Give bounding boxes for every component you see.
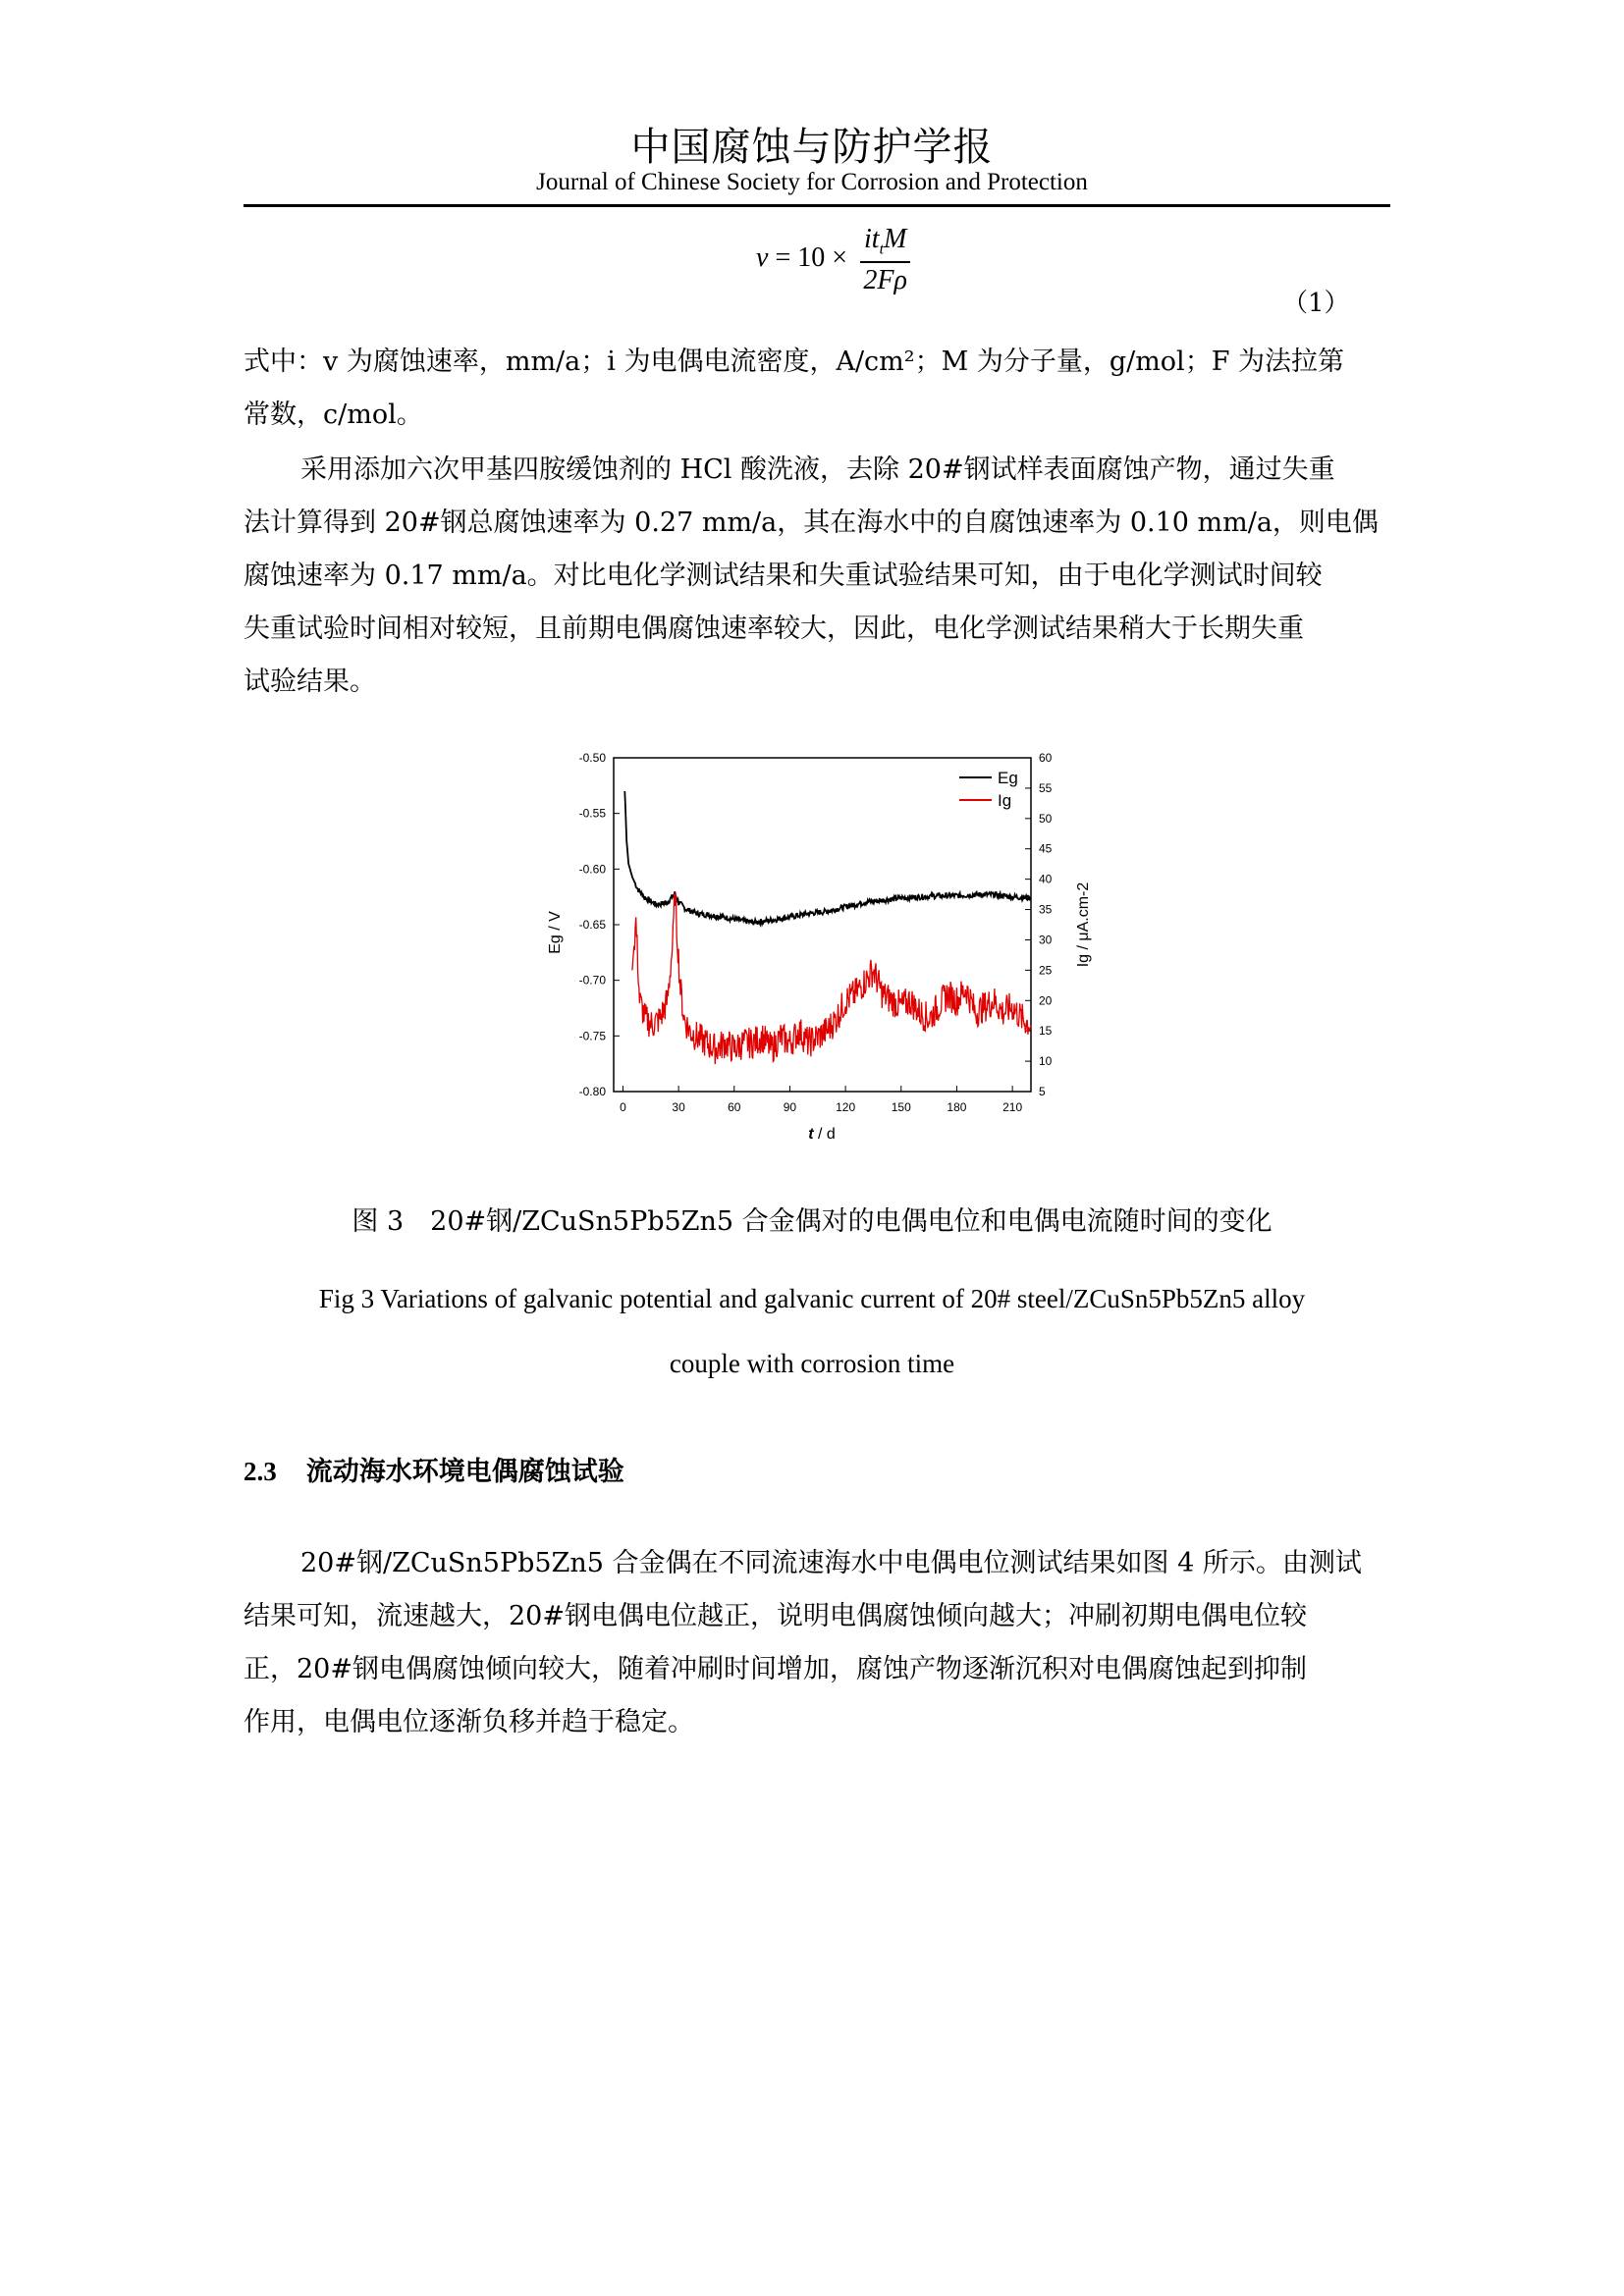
text-line: 常数，c/mol。 xyxy=(244,400,423,430)
text-line: 20#钢/ZCuSn5Pb5Zn5 合金偶在不同流速海水中电偶电位测试结果如图 4 所示。由测试 xyxy=(300,1548,1362,1578)
x-tick-label: 120 xyxy=(836,1100,856,1114)
numerator-tail: M xyxy=(884,224,907,254)
y-right-tick-label: 35 xyxy=(1039,902,1053,917)
x-tick-label: 60 xyxy=(728,1100,741,1114)
x-tick-label: 90 xyxy=(783,1100,797,1114)
x-tick-label: 180 xyxy=(947,1100,967,1114)
formula-denominator: 2Fρ xyxy=(863,264,907,295)
x-label-unit: / d xyxy=(813,1126,836,1143)
y-right-tick-label: 25 xyxy=(1039,963,1053,978)
y-right-tick-label: 55 xyxy=(1039,780,1053,795)
figure-caption-cn: 图 3 20#钢/ZCuSn5Pb5Zn5 合金偶对的电偶电位和电偶电流随时间的变化 xyxy=(352,1206,1272,1237)
section-heading xyxy=(244,1450,624,1488)
numerator-sub: t xyxy=(879,240,885,258)
figure-caption-en-1: Fig 3 Variations of galvanic potential and galvanic current of 20# steel/ZCuSn5Pb5Zn5 alloy xyxy=(318,1284,1306,1313)
section-number: 2.3 xyxy=(244,1457,277,1486)
y-right-tick-label: 60 xyxy=(1039,751,1053,765)
formula-numerator xyxy=(860,224,910,263)
x-axis-label xyxy=(808,1126,836,1143)
definitions-paragraph xyxy=(244,336,1390,442)
y-right-tick-label: 30 xyxy=(1039,933,1053,947)
legend-ig-label: Ig xyxy=(998,791,1012,810)
paragraph-2 xyxy=(244,1537,1390,1749)
y-left-label: Eg / V xyxy=(547,911,564,954)
y-right-tick-label: 20 xyxy=(1039,993,1053,1008)
text-line: 失重试验时间相对较短，且前期电偶腐蚀速率较大，因此，电化学测试结果稍大于长期失重 xyxy=(244,614,1304,644)
formula-fraction xyxy=(860,224,910,296)
formula xyxy=(756,224,910,296)
y-left-tick-label: -0.60 xyxy=(578,862,606,877)
y-left-tick-label: -0.55 xyxy=(578,806,606,821)
header-rule xyxy=(244,204,1390,207)
text-line: 式中：v 为腐蚀速率，mm/a；i 为电偶电流密度，A/cm²；M 为分子量，g/mol；F 为法拉第 xyxy=(244,347,1345,377)
y-left-tick-label: -0.70 xyxy=(578,973,606,988)
x-tick-label: 150 xyxy=(891,1100,911,1114)
figure-caption-en-2: couple with corrosion time xyxy=(669,1349,955,1378)
numerator-main: it xyxy=(864,224,880,254)
journal-title-en: Journal of Chinese Society for Corrosion and Protection xyxy=(536,169,1088,195)
galvanic-chart xyxy=(530,746,1119,1158)
series-line-eg xyxy=(624,791,1031,925)
y-left-tick-label: -0.75 xyxy=(578,1029,606,1043)
text-line: 正，20#钢电偶腐蚀倾向较大，随着冲刷时间增加，腐蚀产物逐渐沉积对电偶腐蚀起到抑制 xyxy=(244,1654,1307,1684)
text-line: 采用添加六次甲基四胺缓蚀剂的 HCl 酸洗液，去除 20#钢试样表面腐蚀产物，通过失重 xyxy=(300,454,1335,485)
journal-title-cn: 中国腐蚀与防护学报 xyxy=(630,125,994,170)
x-tick-label: 210 xyxy=(1002,1100,1023,1114)
y-right-label: Ig / μA.cm-2 xyxy=(1075,881,1092,968)
y-left-tick-label: -0.65 xyxy=(578,918,606,932)
y-left-tick-label: -0.50 xyxy=(578,751,606,765)
text-line: 试验结果。 xyxy=(244,667,376,697)
y-right-tick-label: 40 xyxy=(1039,872,1053,886)
y-left-tick-label: -0.80 xyxy=(578,1085,606,1098)
section-title: 流动海水环境电偶腐蚀试验 xyxy=(305,1457,624,1487)
y-right-tick-label: 50 xyxy=(1039,811,1053,826)
equation-number: （1） xyxy=(1282,289,1350,318)
x-tick-label: 30 xyxy=(672,1100,685,1114)
text-line: 结果可知，流速越大，20#钢电偶电位越正，说明电偶腐蚀倾向越大；冲刷初期电偶电位较 xyxy=(244,1601,1307,1631)
formula-lhs: v xyxy=(756,242,769,274)
y-right-tick-label: 45 xyxy=(1039,841,1053,856)
text-line: 法计算得到 20#钢总腐蚀速率为 0.27 mm/a，其在海水中的自腐蚀速率为 0.10 mm/a，则电偶 xyxy=(244,507,1379,538)
paragraph-1 xyxy=(244,444,1390,709)
text-line: 腐蚀速率为 0.17 mm/a。对比电化学测试结果和失重试验结果可知，由于电化学测试时间较 xyxy=(244,561,1323,591)
y-right-tick-label: 5 xyxy=(1039,1085,1046,1098)
y-right-tick-label: 15 xyxy=(1039,1024,1053,1039)
text-line: 作用，电偶电位逐渐负移并趋于稳定。 xyxy=(244,1707,694,1737)
x-label-symbol: t xyxy=(808,1126,814,1143)
series-line-ig xyxy=(632,893,1031,1064)
x-tick-label: 0 xyxy=(620,1100,626,1114)
formula-equals: = 10 × xyxy=(775,242,848,274)
y-right-tick-label: 10 xyxy=(1039,1054,1053,1069)
legend-eg-label: Eg xyxy=(998,769,1018,787)
